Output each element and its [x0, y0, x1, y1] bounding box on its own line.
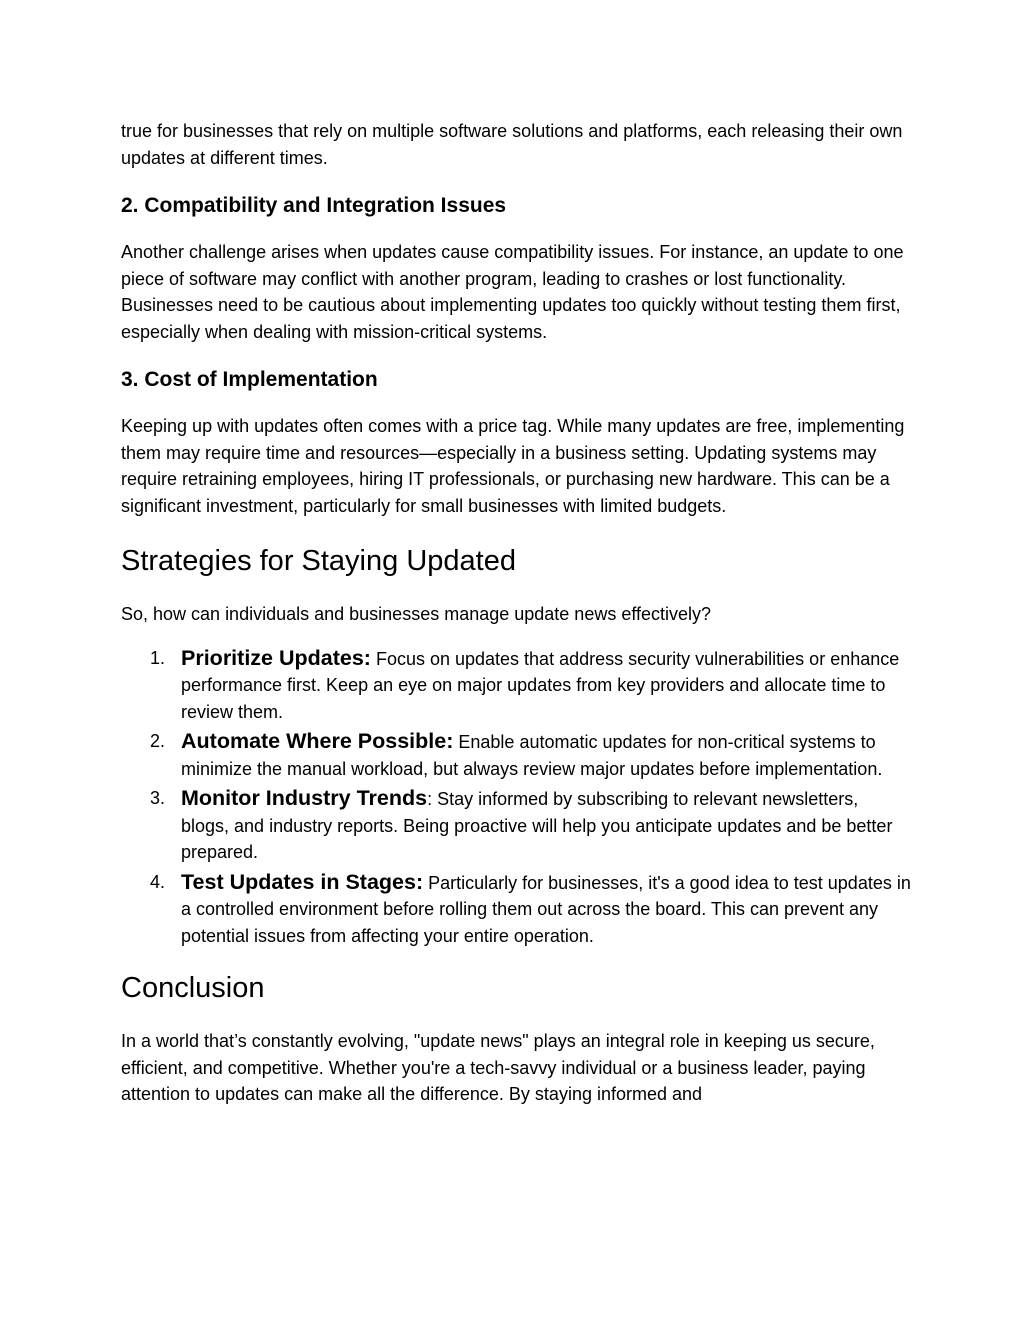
list-item-number: 1.	[150, 647, 166, 668]
list-item-text: Focus on updates that address security vulnerabilities or enhance performance first. Keep an eye on major updates from key providers and allocate time to review them.	[181, 648, 900, 722]
list-item	[121, 869, 911, 950]
compatibility-heading: 2. Compatibility and Integration Issues	[121, 194, 507, 217]
conclusion-paragraph: In a world that’s constantly evolving, "update news" plays an integral role in keeping us secure, efficient, and competitive. Whether you're a tech-savvy individual or a business leader, paying attention to updates can make all the difference. By staying informed and	[121, 1031, 875, 1104]
list-item-lead: Test Updates in Stages:	[181, 869, 424, 894]
list-item-text: : Stay informed by subscribing to relevant newsletters, blogs, and industry reports. Being proactive will help you anticipate updates and be better prepared.	[181, 789, 893, 862]
cost-heading: 3. Cost of Implementation	[121, 368, 378, 391]
list-item-lead: Automate Where Possible:	[181, 729, 454, 753]
list-item	[121, 645, 911, 726]
document-page	[121, 118, 911, 1108]
conclusion-heading: Conclusion	[121, 972, 265, 1004]
strategies-list	[121, 645, 911, 950]
list-item-number: 3.	[150, 788, 166, 808]
list-item	[121, 728, 911, 782]
list-item-lead: Prioritize Updates:	[181, 645, 371, 670]
strategies-intro: So, how can individuals and businesses manage update news effectively?	[121, 604, 712, 624]
list-item-number: 4.	[150, 871, 166, 892]
intro-paragraph: true for businesses that rely on multiple software solutions and platforms, each releasing their own updates at different times.	[121, 121, 903, 168]
strategies-heading: Strategies for Staying Updated	[121, 545, 516, 577]
list-item-number: 2.	[150, 731, 166, 751]
compatibility-paragraph: Another challenge arises when updates cause compatibility issues. For instance, an update to one piece of software may conflict with another program, leading to crashes or lost functionality. Businesses need to be cautious about implementing updates too quickly without testing them first, especially when dealing with mission-critical systems.	[121, 242, 904, 342]
cost-paragraph: Keeping up with updates often comes with a price tag. While many updates are free, implementing them may require time and resources—especially in a business setting. Updating systems may require retraining employees, hiring IT professionals, or purchasing new hardware. This can be a significant investment, particularly for small businesses with limited budgets.	[121, 416, 905, 516]
list-item	[121, 785, 911, 866]
list-item-text: Particularly for businesses, it's a good idea to test updates in a controlled environment before rolling them out across the board. This can prevent any potential issues from affecting your entire operation.	[181, 872, 911, 946]
list-item-lead: Monitor Industry Trends	[181, 786, 428, 810]
list-item-text: Enable automatic updates for non-critical systems to minimize the manual workload, but always review major updates before implementation.	[181, 732, 883, 779]
